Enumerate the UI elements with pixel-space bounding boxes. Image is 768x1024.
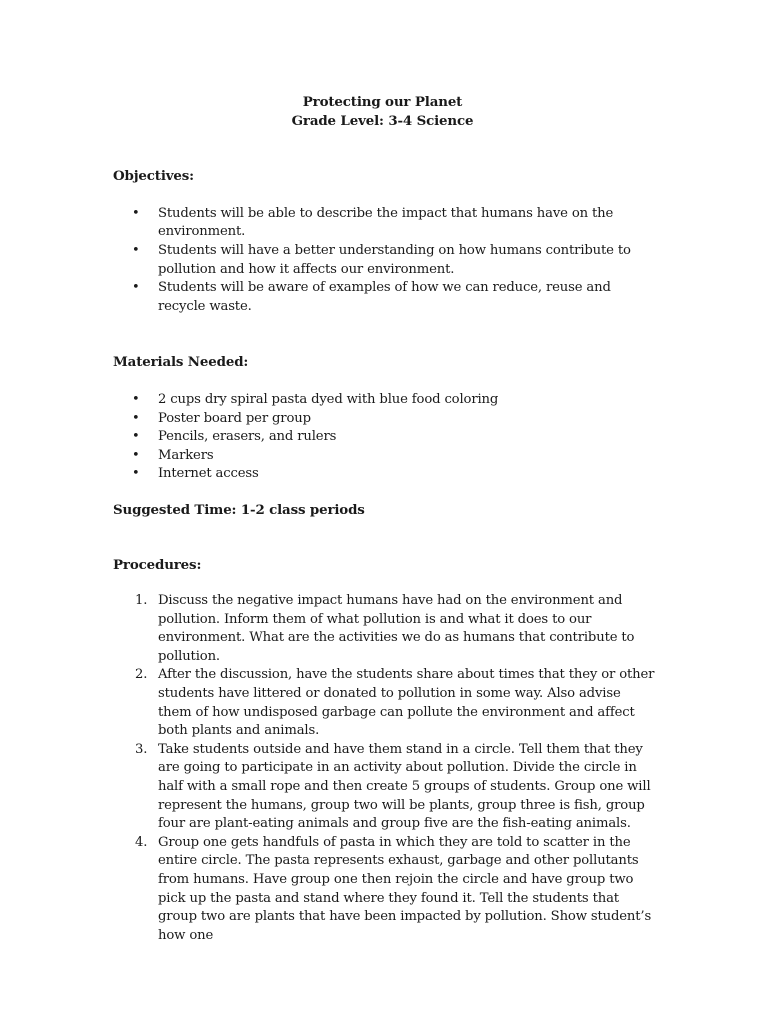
step-number: 1.: [135, 593, 148, 609]
list-item: [113, 428, 658, 447]
bullet-icon: •: [132, 205, 140, 221]
list-item: [113, 391, 658, 410]
bullet-icon: •: [132, 391, 140, 407]
list-item: [113, 205, 658, 242]
suggested-time: Suggested Time: 1-2 class periods: [113, 501, 365, 518]
bullet-icon: •: [132, 429, 140, 445]
bullet-icon: •: [132, 280, 140, 296]
list-item: [113, 465, 658, 484]
step-text: After the discussion, have the students share about times that they or other students have littered or donated to pollution in some way. Also advise them of how undisposed garbage can pollute the environment and affect both plants and animals.: [158, 667, 655, 739]
objective-text: Students will be able to describe the impact that humans have on the environment.: [158, 205, 614, 240]
list-item: [113, 279, 658, 316]
bullet-icon: •: [132, 242, 140, 258]
title-block: [107, 93, 658, 130]
objective-text: Students will be aware of examples of how we can reduce, reuse and recycle waste.: [158, 280, 611, 314]
list-item: [113, 741, 658, 834]
step-number: 2.: [135, 667, 148, 683]
step-text: Discuss the negative impact humans have had on the environment and pollution. Inform them of what pollution is and what it does to our environment. What are the activities we do as humans that contribute to pollution.: [158, 593, 635, 664]
objective-text: Students will have a better understanding on how humans contribute to pollution and how it affects our environment.: [158, 242, 631, 277]
list-item: [113, 834, 658, 946]
material-text: Poster board per group: [158, 410, 311, 426]
list-item: [113, 666, 658, 740]
objectives-heading: Objectives:: [113, 168, 194, 185]
list-item: [113, 410, 658, 429]
document-content: [113, 93, 658, 945]
procedures-list: [113, 592, 658, 945]
objectives-list: [113, 205, 658, 317]
list-item: [113, 447, 658, 466]
material-text: Markers: [158, 447, 214, 463]
document-title: Protecting our Planet: [302, 94, 463, 110]
materials-list: [113, 391, 658, 484]
grade-level: Grade Level: 3-4 Science: [291, 112, 474, 129]
bullet-icon: •: [132, 410, 140, 426]
material-text: Pencils, erasers, and rulers: [158, 429, 337, 445]
material-text: Internet access: [158, 466, 259, 482]
step-number: 4.: [135, 834, 148, 850]
material-text: 2 cups dry spiral pasta dyed with blue food coloring: [158, 391, 499, 407]
step-text: Take students outside and have them stand in a circle. Tell them that they are going to participate in an activity about pollution. Divide the circle in half with a small rope and then create 5 groups of students. Group one will represent the humans, group two will be plants, group three is fish, group four are plant-eating animals and group five are the fish-eating animals.: [158, 741, 651, 832]
materials-heading: Materials Needed:: [113, 354, 249, 371]
bullet-icon: •: [132, 447, 140, 463]
step-text: Group one gets handfuls of pasta in which they are told to scatter in the entire circle. The pasta represents exhaust, garbage and other pollutants from humans. Have group one then rejoin the circle and have group two pick up the pasta and stand where they found it. Tell the students that group two are plants that have been impacted by pollution. Show student’s how one: [158, 834, 652, 943]
step-number: 3.: [135, 741, 148, 757]
procedures-heading: Procedures:: [113, 556, 202, 573]
bullet-icon: •: [132, 466, 140, 482]
list-item: [113, 242, 658, 279]
list-item: [113, 592, 658, 666]
